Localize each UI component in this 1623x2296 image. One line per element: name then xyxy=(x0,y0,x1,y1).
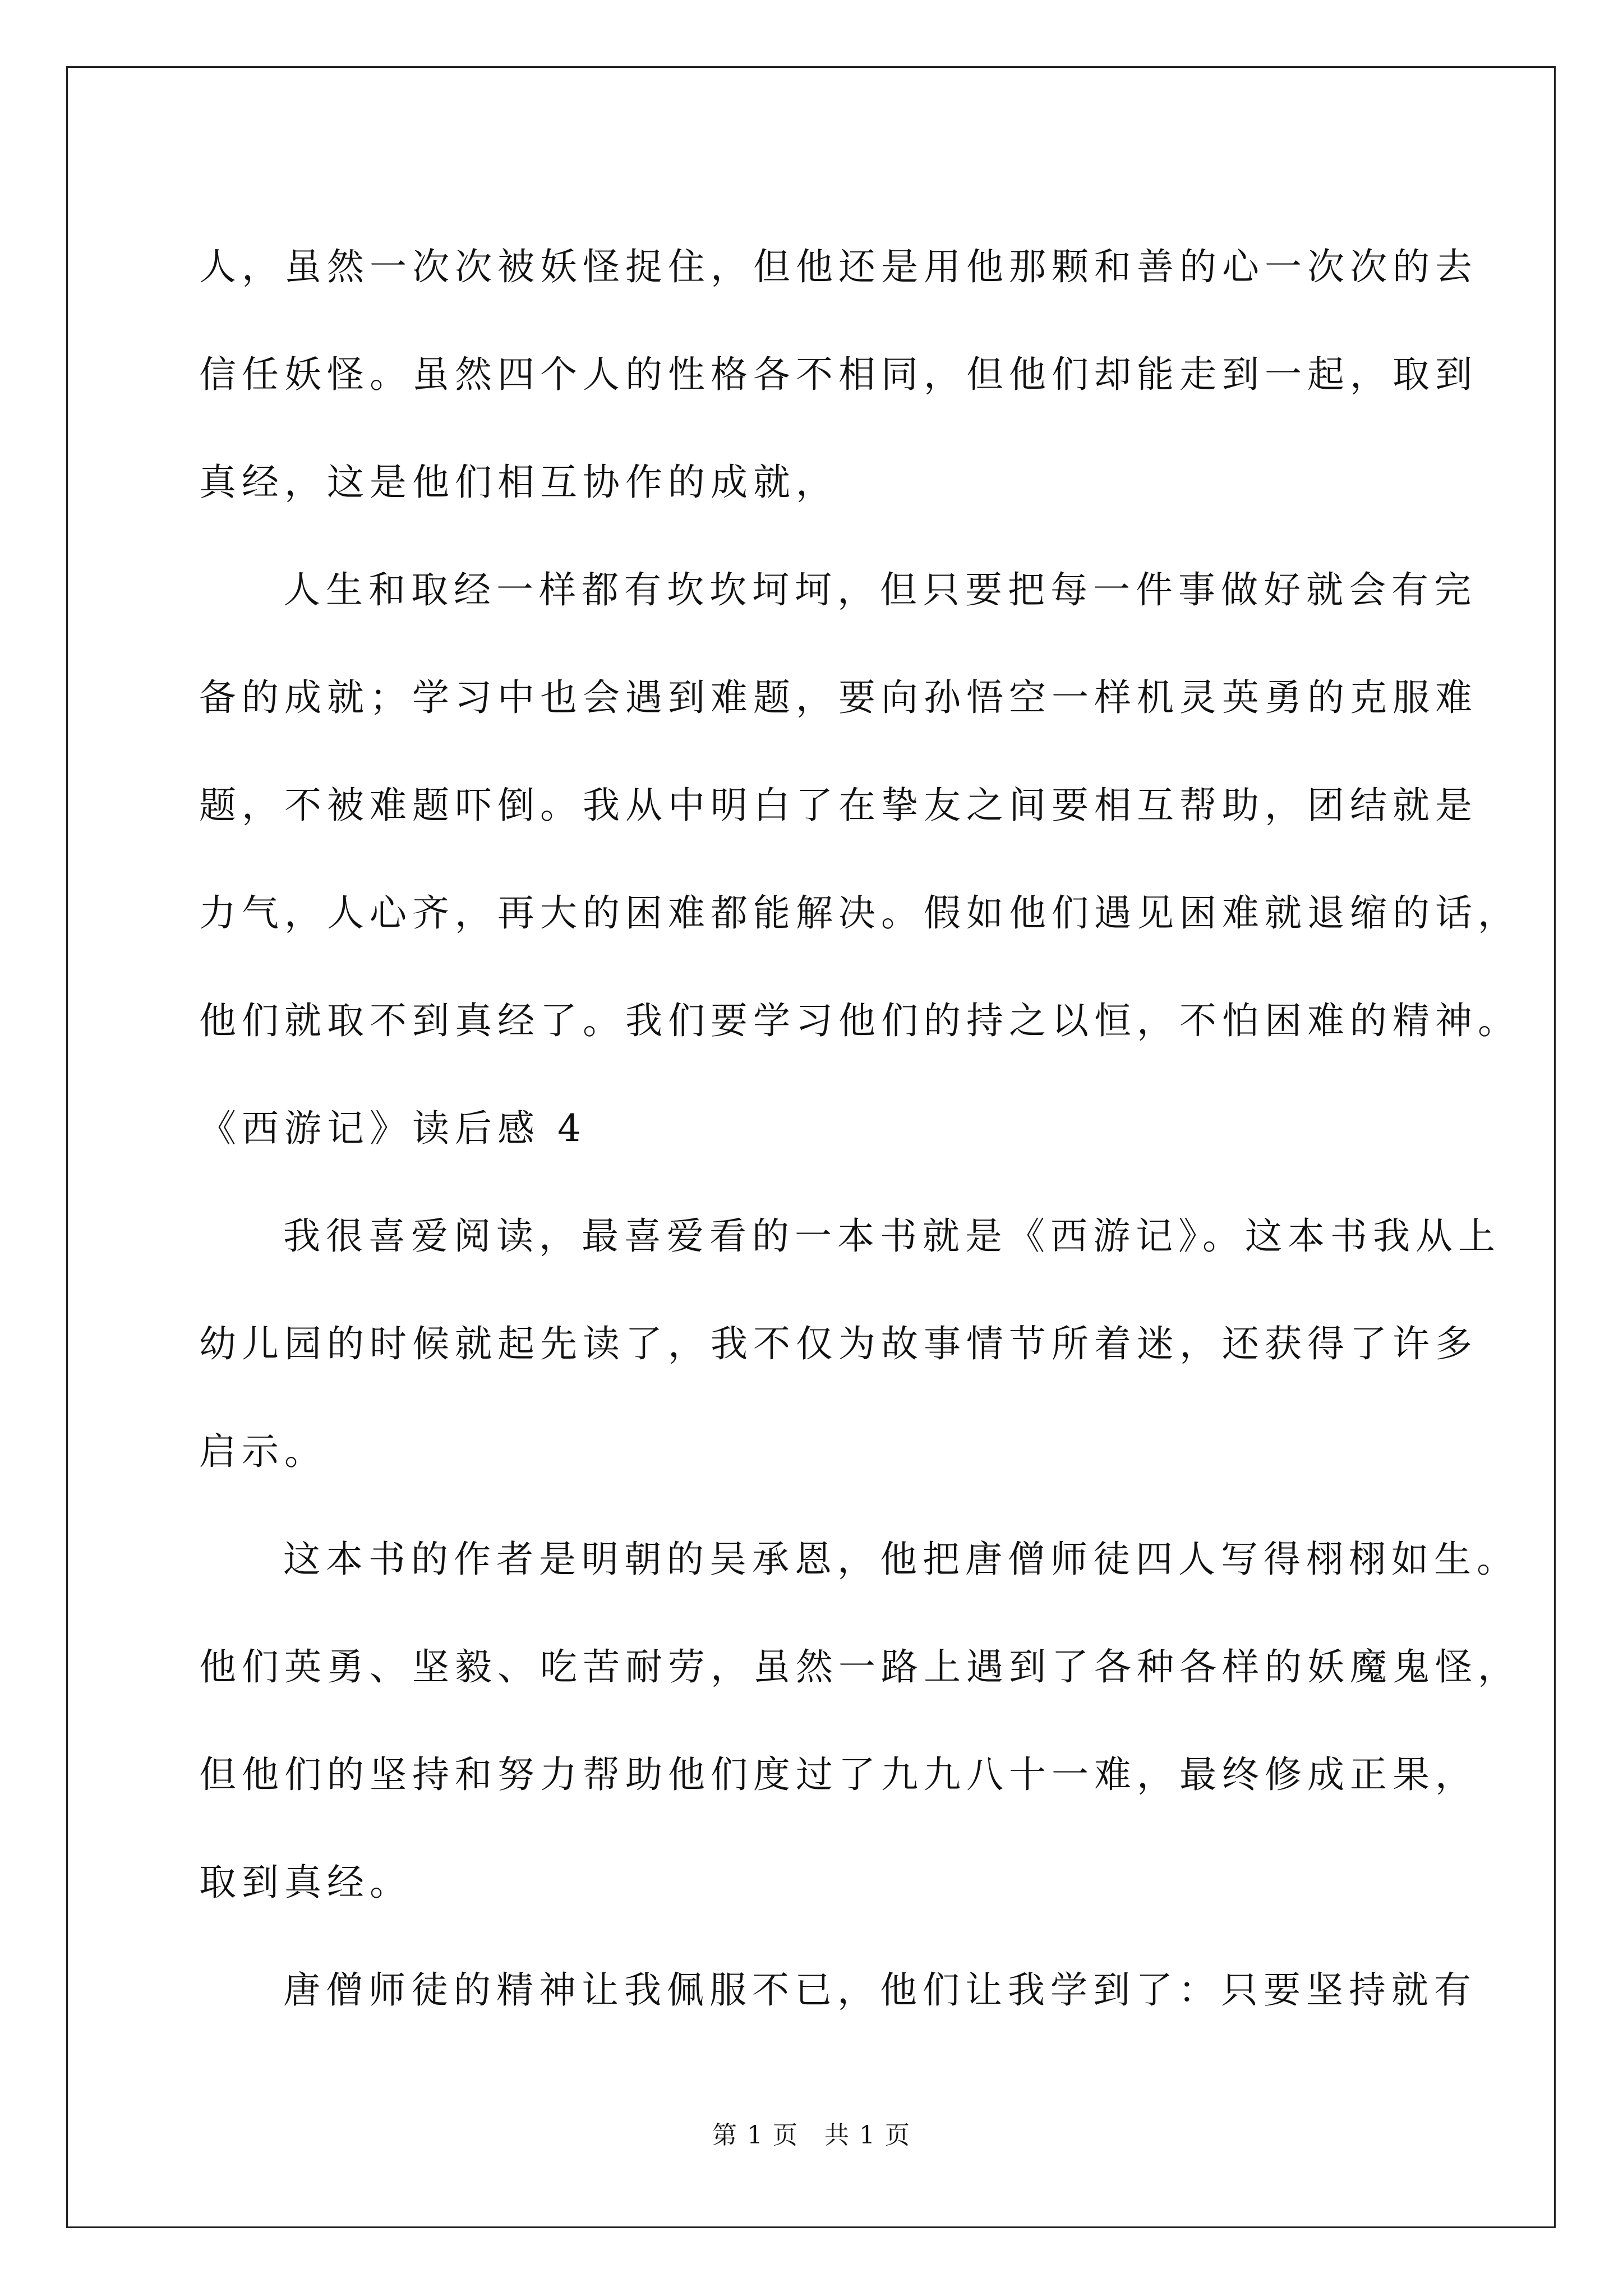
paragraph-start-line: 这本书的作者是明朝的吴承恩，他把唐僧师徒四人写得栩栩如生。 xyxy=(283,1538,1519,1581)
text-line: 他们英勇、坚毅、吃苦耐劳，虽然一路上遇到了各种各样的妖魔鬼怪， xyxy=(199,1645,1520,1688)
text-line: 力气，人心齐，再大的困难都能解决。假如他们遇见困难就退缩的话， xyxy=(199,891,1520,935)
document-body xyxy=(199,213,1520,2044)
text-line: 备的成就；学习中也会遇到难题，要向孙悟空一样机灵英勇的克服难 xyxy=(199,676,1478,719)
text-line: 取到真经。 xyxy=(199,1861,412,1904)
paragraph-start-line: 唐僧师徒的精神让我佩服不已，他们让我学到了：只要坚持就有 xyxy=(283,1968,1477,2012)
text-line: 但他们的坚持和努力帮助他们度过了九九八十一难，最终修成正果， xyxy=(199,1753,1478,1796)
text-line: 人，虽然一次次被妖怪捉住，但他还是用他那颗和善的心一次次的去 xyxy=(199,245,1478,288)
text-line: 题，不被难题吓倒。我从中明白了在挚友之间要相互帮助，团结就是 xyxy=(199,784,1478,827)
text-line: 信任妖怪。虽然四个人的性格各不相同，但他们却能走到一起，取到 xyxy=(199,353,1478,396)
text-line: 真经，这是他们相互协作的成就， xyxy=(199,461,838,504)
paragraph-start-line: 人生和取经一样都有坎坎坷坷，但只要把每一件事做好就会有完 xyxy=(283,568,1477,611)
page-footer: 第 1 页 共 1 页 xyxy=(712,2121,911,2150)
section-heading: 《西游记》读后感 4 xyxy=(199,1107,587,1150)
text-line: 启示。 xyxy=(199,1430,327,1473)
text-line: 幼儿园的时候就起先读了，我不仅为故事情节所着迷，还获得了许多 xyxy=(199,1322,1478,1365)
paragraph-start-line: 我很喜爱阅读，最喜爱看的一本书就是《西游记》。这本书我从上 xyxy=(283,1214,1501,1258)
text-line: 他们就取不到真经了。我们要学习他们的持之以恒，不怕困难的精神。 xyxy=(199,999,1520,1042)
